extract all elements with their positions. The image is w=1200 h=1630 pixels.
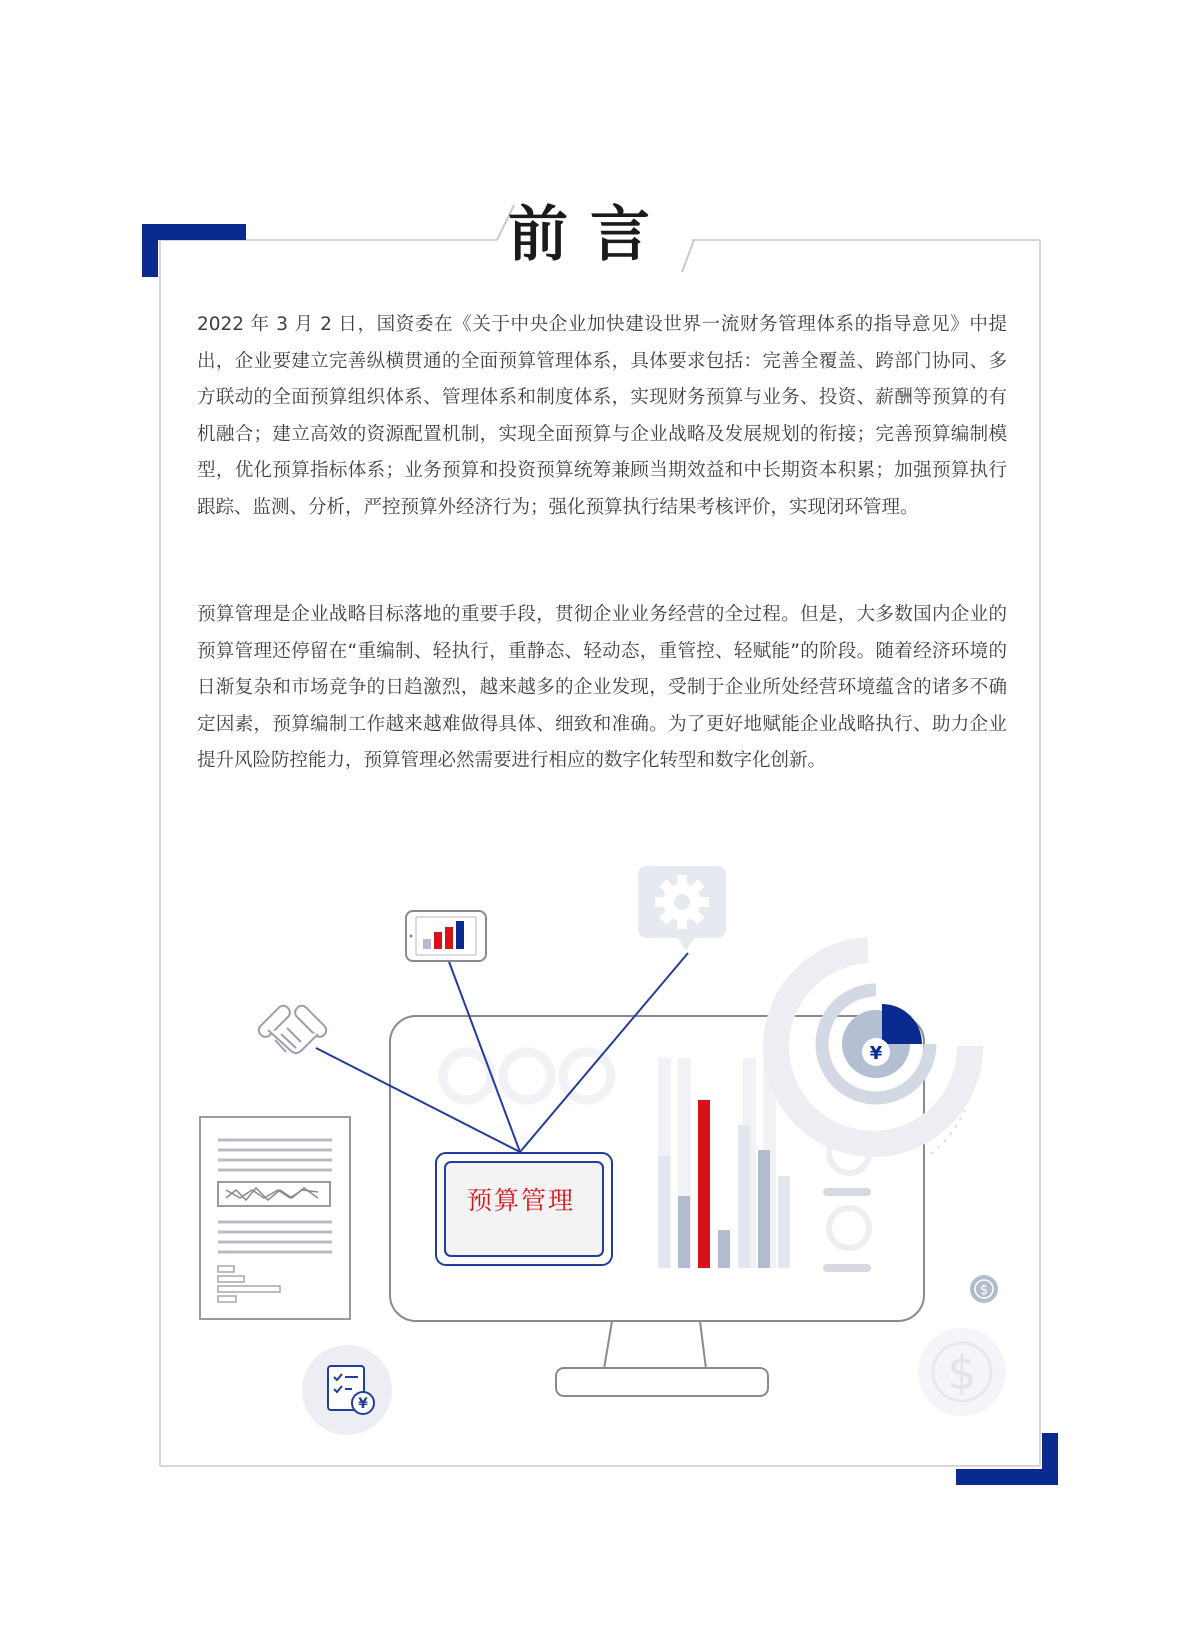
tablet-chart-icon — [406, 911, 486, 961]
paragraph-1: 2022 年 3 月 2 日，国资委在《关于中央企业加快建设世界一流财务管理体系的指导意见》中提出，企业要建立完善纵横贯通的全面预算管理体系，具体要求包括：完善全覆盖、跨部门协同、多方联动的全面预算组织体系、管理体系和制度体系，实现财务预算与业务、投资、薪酬等预算的有机融合；建立高效的资源配置机制，实现全面预算与企业战略及发展规划的衔接；完善预算编制模型，优化预算指标体系；业务预算和投资预算统筹兼顾当期效益和中长期资本积累；加强预算执行跟踪、监测、分析，严控预算外经济行为；强化预算执行结果考核评价，实现闭环管理。 — [197, 314, 1007, 518]
document-icon — [200, 1117, 350, 1319]
handshake-icon — [256, 1003, 328, 1053]
large-dollar-coin-icon — [918, 1328, 1006, 1416]
paragraph-2: 预算管理是企业战略目标落地的重要手段，贯彻企业业务经营的全过程。但是，大多数国内企业的预算管理还停留在“重编制、轻执行，重静态、轻动态，重管控、轻赋能”的阶段。随着经济环境的日渐复杂和市场竞争的日趋激烈，越来越多的企业发现，受制于企业所处经营环境蕴含的诸多不确定因素，预算编制工作越来越难做得具体、细致和准确。为了更好地赋能企业战略执行、助力企业提升风险防控能力，预算管理必然需要进行相应的数字化转型和数字化创新。 — [197, 604, 1007, 772]
donut-yuan-symbol: ¥ — [869, 1043, 883, 1064]
budget-management-label: 预算管理 — [466, 1186, 575, 1215]
small-dollar-symbol: $ — [979, 1283, 989, 1298]
page-title: 前言 — [508, 200, 672, 270]
checklist-yuan-symbol: ¥ — [358, 1396, 368, 1412]
checklist-yuan-icon — [302, 1345, 392, 1435]
dollar-coin-icon — [970, 1275, 998, 1303]
gear-icon — [638, 866, 726, 951]
large-dollar-symbol: $ — [947, 1346, 977, 1400]
